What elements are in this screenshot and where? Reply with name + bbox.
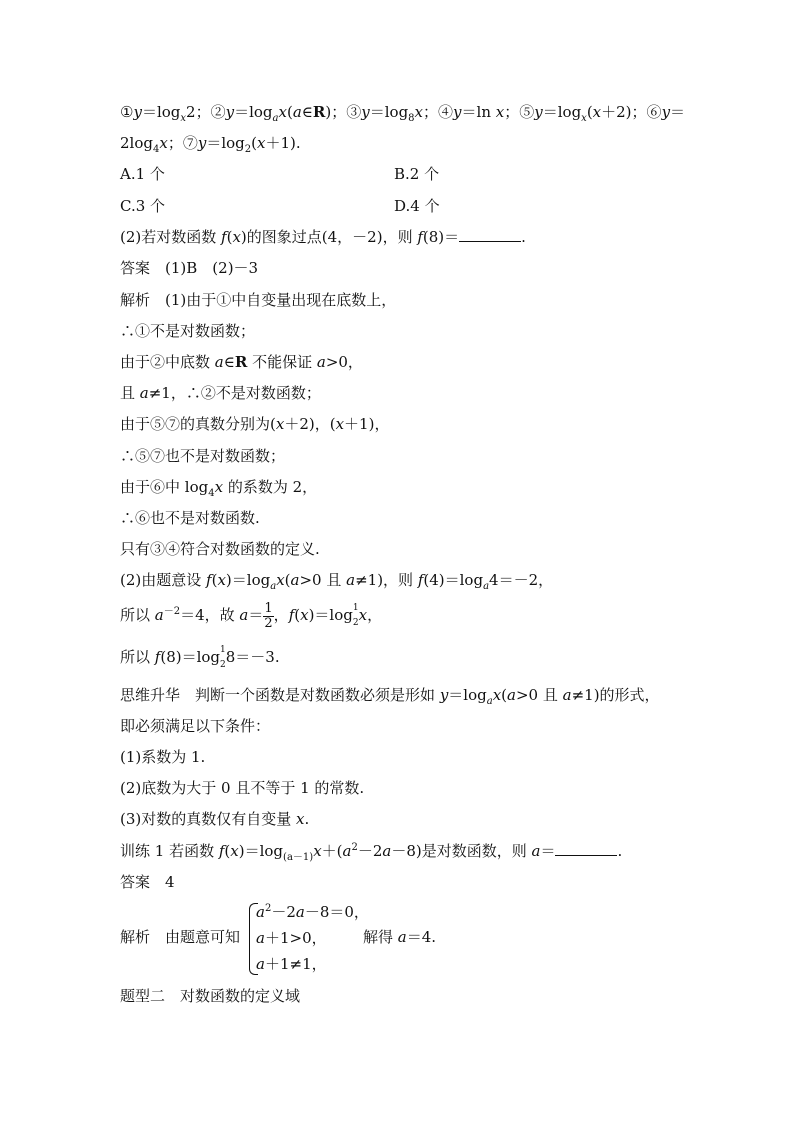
question-1-options-line-1: $①y=\log_x2$；$②y=\log_ax(a\in R)$；$③y=\log_8x$；④y＝ln x；$⑤y=\log_x(x+2)$；⑥y＝	[120, 103, 686, 124]
system-equation-3: a＋1≠1，	[256, 955, 327, 973]
answer-label: 答案	[120, 259, 151, 277]
solution-line-2: ∴①不是对数函数；	[120, 322, 256, 340]
solution-line-8: ∴⑥也不是对数函数.	[120, 509, 260, 527]
training-label: 训练 1	[120, 842, 165, 860]
fraction-one-half: $\frac{1}{2}$	[264, 600, 273, 631]
solution-3-result: 解得 a＝4.	[363, 928, 437, 946]
question-2: (2)若对数函数 f(x)的图象过点(4，－2)，则 f(8)＝ .	[120, 228, 526, 246]
solution-2-line-2: 所以 $a^{-2}=4$，故 a＝ $\frac{1}{2}$ ，f(x)＝log 1 2 x，	[120, 600, 383, 631]
answer-line-2: 答案 4	[120, 873, 175, 891]
option-d: D.4 个	[394, 197, 440, 215]
solution-2-line-1: (2)由题意设 $f(x)=\log_ax(a>0$ 且 a≠1)，则 $f(4)=\log_a4=-2$，	[120, 571, 554, 592]
solution-line-1: 解析 (1)由于①中自变量出现在底数上，	[120, 291, 397, 309]
option-c: C.3 个	[120, 197, 166, 215]
solution-2-line-3: 所以 f(8)＝log 1 2 8＝－3.	[120, 645, 280, 670]
log-base-fraction: 1 2	[220, 645, 226, 670]
solution-line-6: ∴⑤⑦也不是对数函数；	[120, 447, 286, 465]
thinking-line-4: (2)底数为大于 0 且不等于 1 的常数.	[120, 779, 365, 797]
option-b: B.2 个	[394, 165, 440, 183]
answer-blank	[459, 228, 521, 242]
answer-line: 答案 (1)B (2)－3	[120, 259, 259, 277]
solution-line-3: 由于②中底数 a∈R 不能保证 a>0，	[120, 353, 363, 371]
solution-3-label-line: 解析 由题意可知	[120, 928, 241, 946]
question-1-options-line-2: $2\log_4x$；$⑦y=\log_2(x+1)$.	[120, 134, 301, 155]
answer-blank	[555, 842, 617, 856]
answer-label: 答案	[120, 873, 151, 891]
solution-line-5: 由于⑤⑦的真数分别为(x＋2)，(x＋1)，	[120, 415, 390, 433]
section-heading: 题型二 对数函数的定义域	[120, 987, 301, 1005]
thinking-line-5: (3)对数的真数仅有自变量 x.	[120, 810, 310, 828]
solution-line-9: 只有③④符合对数函数的定义.	[120, 540, 320, 558]
thinking-line-3: (1)系数为 1.	[120, 748, 206, 766]
log-base-fraction: 1 2	[352, 603, 359, 628]
solution-label: 解析	[120, 291, 151, 309]
training-line: 训练 1 若函数 $f(x)=\log_{(a-1)}x+(a^2-2a-8)$是对数函数，则 a＝ .	[120, 842, 623, 863]
thinking-line-1: 思维升华 判断一个函数是对数函数必须是形如 $y=\log_ax(a>0$ 且 a≠1)的形式，	[120, 686, 660, 707]
option-a: A.1 个	[120, 165, 165, 183]
solution-line-4: 且 a≠1，∴②不是对数函数；	[120, 384, 321, 402]
section-label: 题型二	[120, 987, 166, 1005]
solution-label: 解析	[120, 928, 151, 946]
system-equation-2: a＋1>0，	[256, 929, 327, 947]
thinking-line-2: 即必须满足以下条件：	[120, 717, 271, 735]
solution-line-7: 由于⑥中 $\log_4x$ 的系数为 2，	[120, 478, 318, 499]
system-equation-1: $a^2-2a-8=0$，	[256, 903, 369, 921]
thinking-label: 思维升华	[120, 686, 181, 704]
